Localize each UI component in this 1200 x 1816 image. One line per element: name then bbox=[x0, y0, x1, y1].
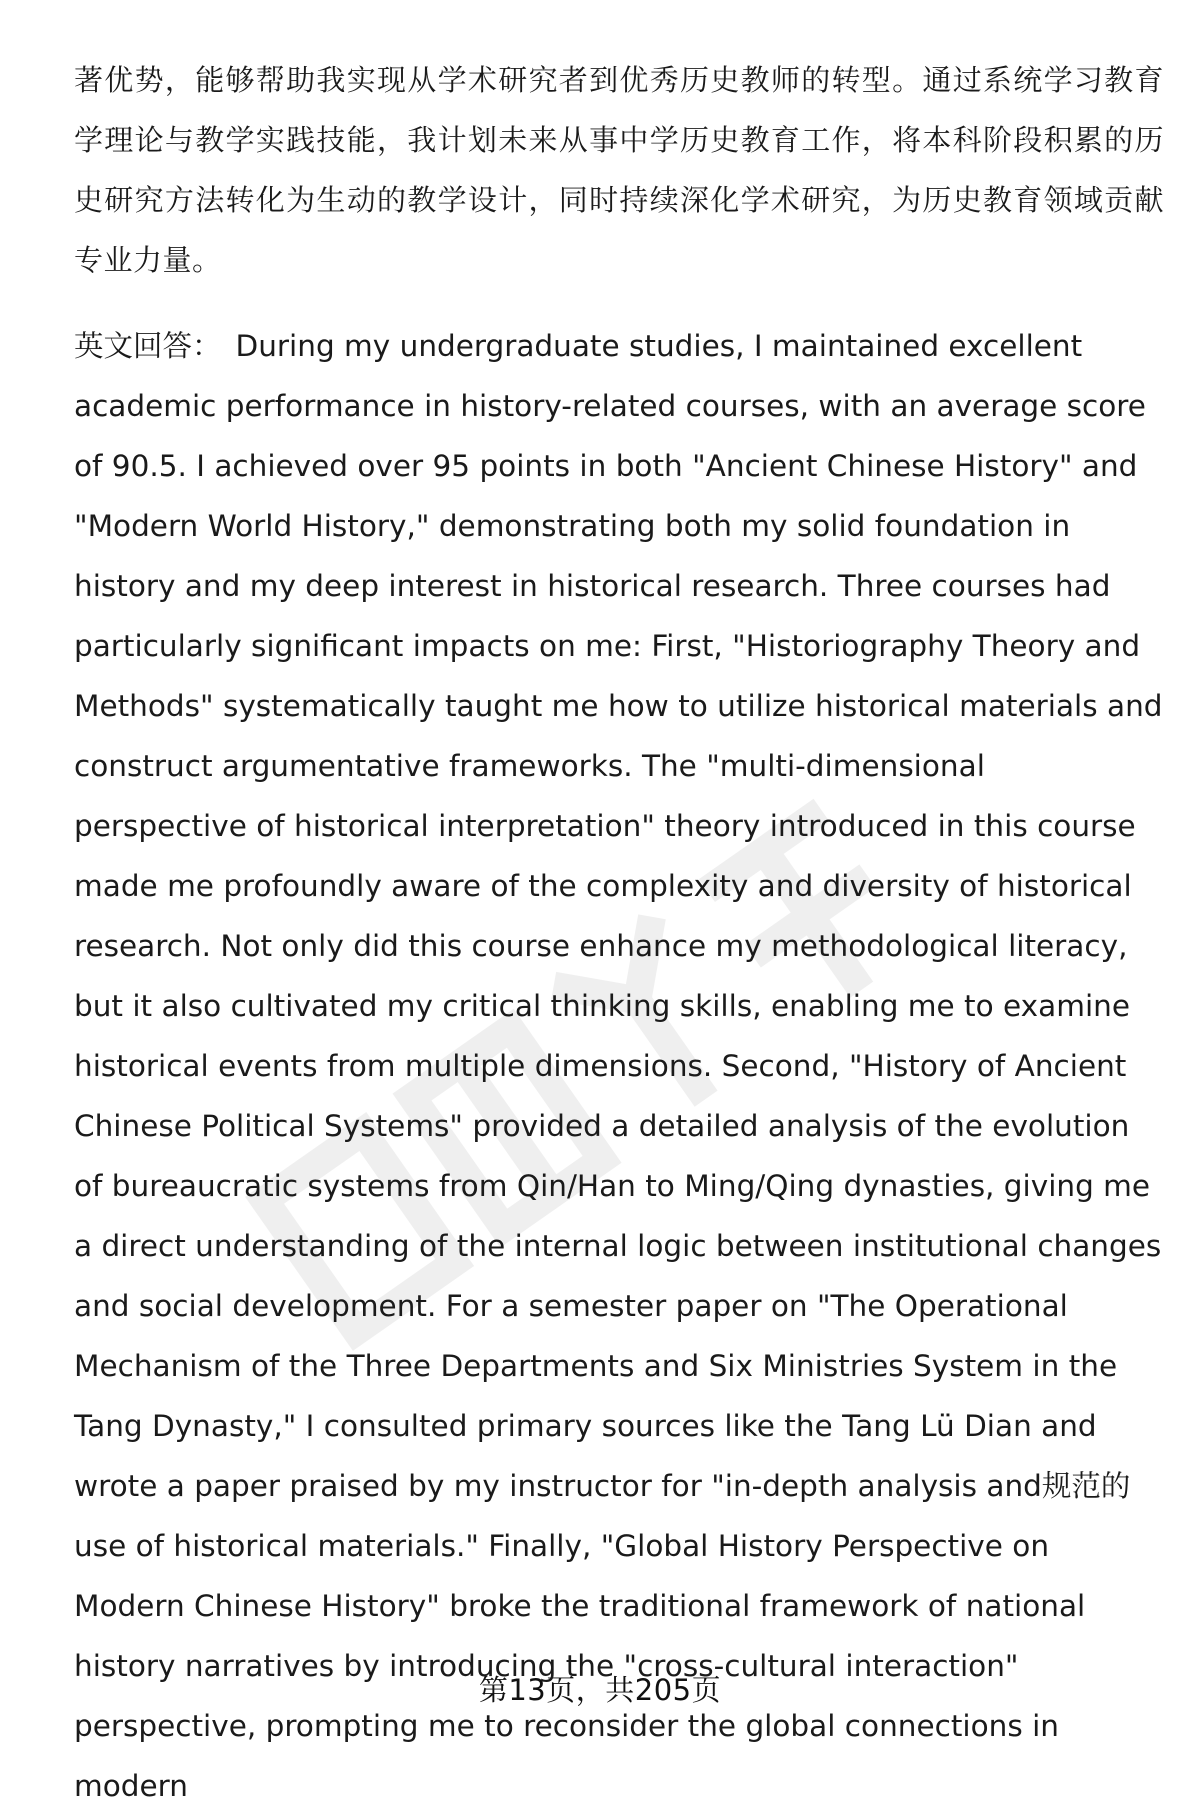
chinese-paragraph: 著优势，能够帮助我实现从学术研究者到优秀历史教师的转型。通过系统学习教育学理论与教学实践技能，我计划未来从事中学历史教育工作，将本科阶段积累的历史研究方法转化为生动的教学设计，同时持续深化学术研究，为历史教育领域贡献专业力量。 bbox=[74, 63, 1164, 277]
english-answer-text: During my undergraduate studies, I maintained excellent academic performance in history-related courses, with an average score of 90.5. I achieved over 95 points in both "Ancient Chinese History" and "Modern World History," demonstrating both my solid foundation in history and my deep interest in historical research. Three courses had particularly significant impacts on me: First, "Historiography Theory and Methods" systematically taught me how to utilize historical materials and construct argumentative frameworks. The "multi-dimensional perspective of historical interpretation" theory introduced in this course made me profoundly aware of the complexity and diversity of historical research. Not only did this course enhance my methodological literacy, but it also cultivated my critical thinking skills, enabling me to examine historical events from multiple dimensions. Second, "History of Ancient Chinese Political Systems" provided a detailed analysis of the evolution of bureaucratic systems from Qin/Han to Ming/Qing dynasties, giving me a direct understanding of the internal logic between institutional changes and social development. For a semester paper on "The Operational Mechanism of the Three Departments and Six Ministries System in the Tang Dynasty," I consulted primary sources like the Tang Lü Dian and wrote a paper praised by my instructor for "in-depth analysis and规范的 use of historical materials." Finally, "Global History Perspective on Modern Chinese History" broke the traditional framework of national history narratives by introducing the "cross-cultural interaction" perspective, prompting me to reconsider the global connections in modern bbox=[74, 329, 1163, 1803]
document-page bbox=[74, 50, 1164, 1816]
english-answer-paragraph bbox=[74, 316, 1164, 1816]
page-number-footer: 第13页，共205页 bbox=[478, 1673, 722, 1707]
english-answer-label: 英文回答： bbox=[74, 329, 222, 363]
